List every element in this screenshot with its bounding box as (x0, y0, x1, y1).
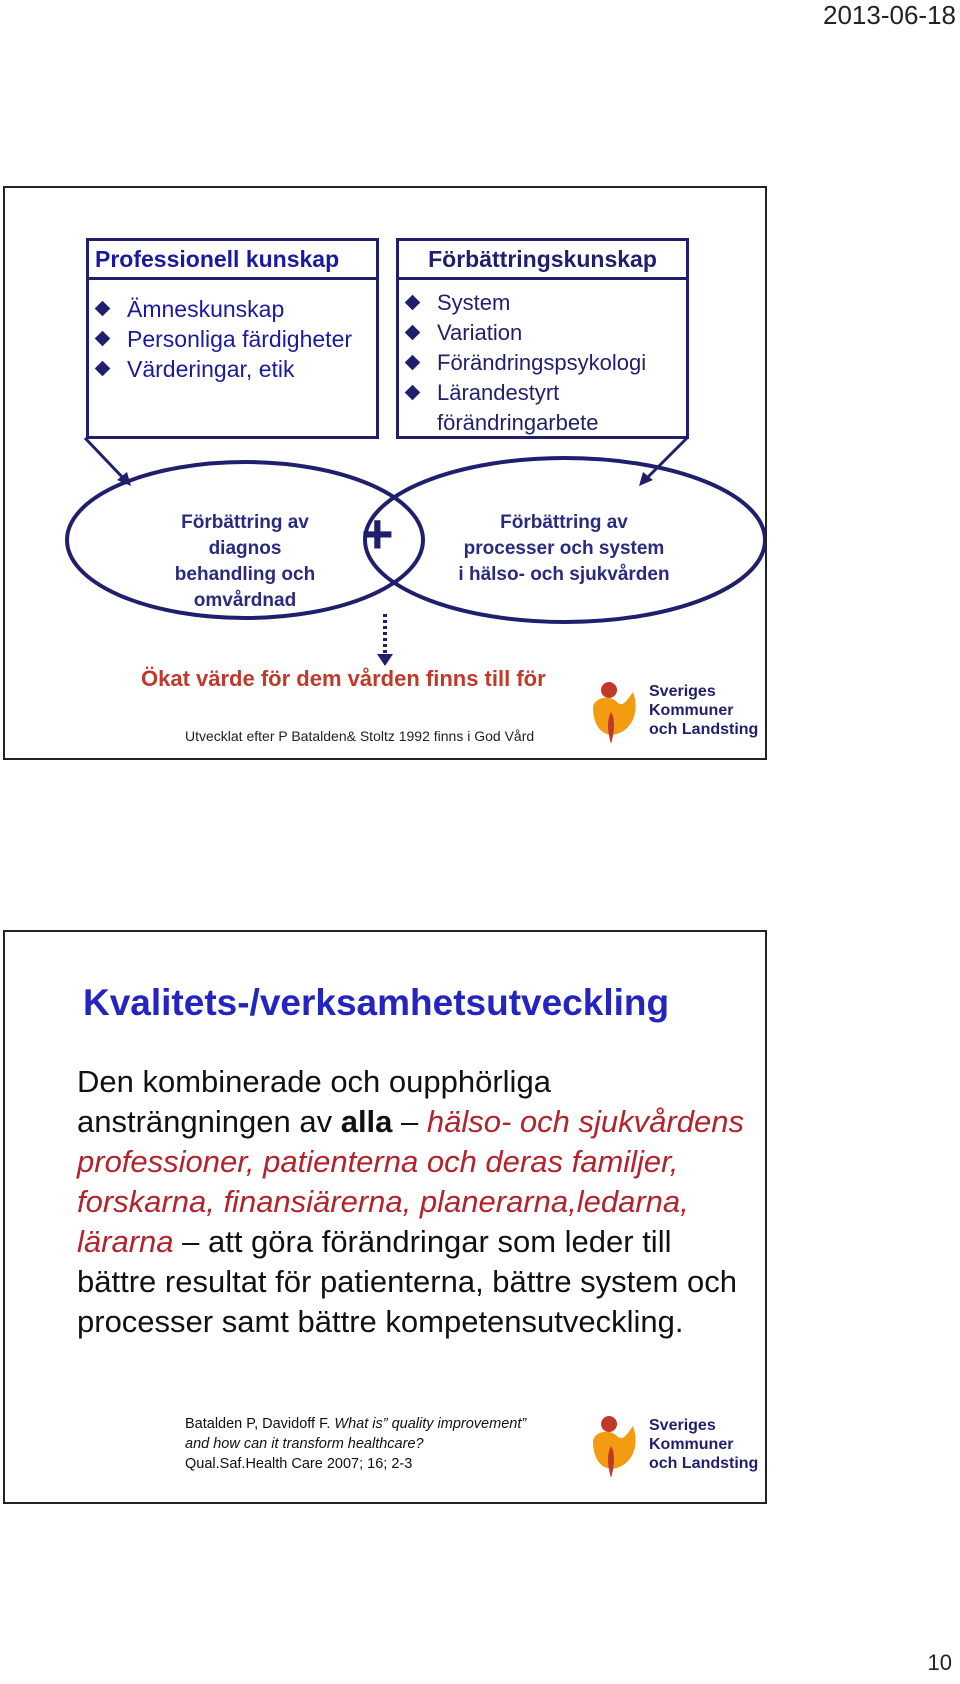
slide-title: Kvalitets-/verksamhetsutveckling (83, 982, 670, 1023)
arrow-down-icon (377, 654, 393, 666)
date-label: 2013-06-18 (823, 0, 956, 30)
oval-left-text: Förbättring av diagnos behandling och omvårdnad (174, 512, 316, 611)
skl-logo-text: Sveriges Kommuner och Landsting (649, 683, 759, 738)
skl-flame-icon (587, 678, 647, 748)
improvement-knowledge-title: Förbättringskunskap (399, 241, 686, 280)
arrow-line-left (85, 438, 125, 480)
slide-diagram (3, 186, 767, 760)
source-credit: Utvecklat efter P Batalden& Stoltz 1992 finns i God Vård (185, 728, 535, 744)
citation: Batalden P, Davidoff F. What is” quality improvement” and how can it transform healthcare? Qual.Saf.Health Care 2007; 16; 2-3 (185, 1416, 527, 1472)
skl-flame-icon (587, 1412, 647, 1482)
skl-logo (587, 678, 787, 748)
definition-paragraph: Den kombinerade och oupphörliga ansträngningen av alla – hälso- och sjukvårdens professioner, patienterna och deras familjer, forskarna, finansiärerna, planerarna,ledarna, lärarna – att göra förändringar som leder till bättre resultat för patienterna, bättre system och processer samt bättre kompetensutveckling. (77, 1064, 744, 1339)
list-item: Förändringspsykologi (437, 348, 686, 378)
professional-knowledge-title: Professionell kunskap (89, 241, 376, 280)
outcome-text: Ökat värde för dem vården finns till för (141, 666, 546, 691)
plus-icon: + (361, 502, 394, 565)
list-item: System (437, 288, 686, 318)
skl-logo (587, 1412, 787, 1482)
slide-definition (3, 930, 767, 1504)
list-item: Ämneskunskap (127, 294, 376, 324)
oval-right-text: Förbättring av processer och system i hälso- och sjukvården (458, 512, 670, 585)
list-item: Variation (437, 318, 686, 348)
list-item-continuation: förändringarbete (437, 410, 599, 435)
list-item: Värderingar, etik (127, 354, 376, 384)
page-number: 10 (927, 1650, 952, 1675)
list-item: Lärandestyrt (437, 378, 686, 408)
skl-logo-text: Sveriges Kommuner och Landsting (649, 1417, 759, 1472)
list-item: Personliga färdigheter (127, 324, 376, 354)
